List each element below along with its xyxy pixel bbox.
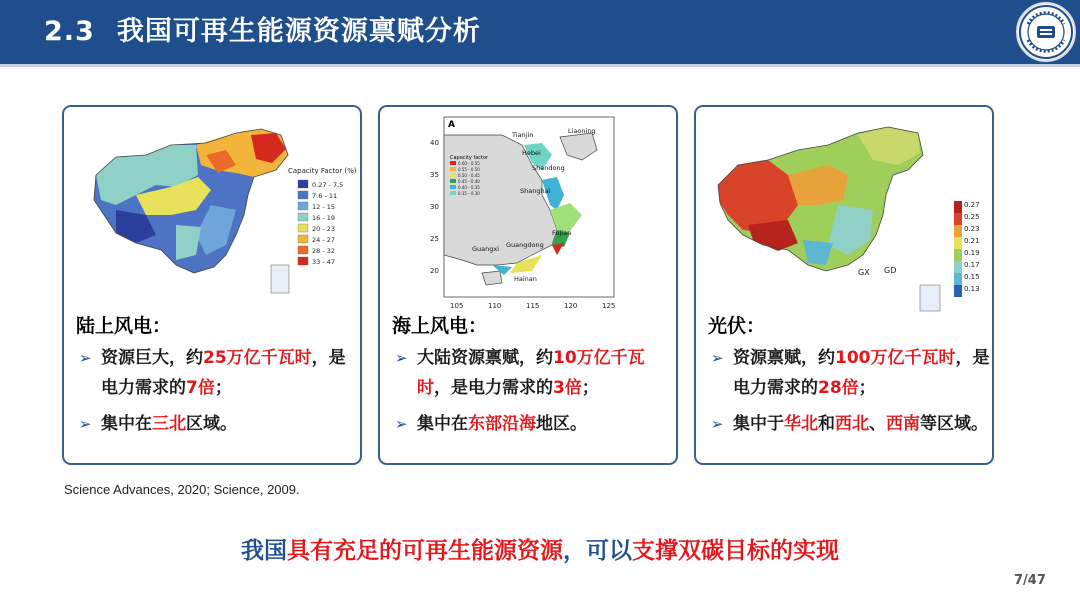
legend-label: 12 - 15 (312, 203, 336, 211)
colorbar-tick-label: 0.19 (964, 249, 980, 257)
solar-capacity-map (708, 115, 978, 311)
y-axis-ticks (430, 139, 439, 275)
legend-label: 0.27 - 7.5 (312, 181, 344, 189)
bullet-item: ➢ 集中在东部沿海地区。 (392, 409, 674, 439)
solar-pv-card (694, 105, 994, 465)
solar-colorbar (954, 201, 980, 297)
onshore-wind-bullets (76, 343, 358, 445)
solar-pv-bullets (708, 343, 990, 445)
legend-label: 16 - 19 (312, 214, 336, 222)
offshore-wind-bullets (392, 343, 674, 445)
header-divider (0, 64, 1080, 67)
slide-title (44, 12, 481, 52)
legend-swatch (450, 179, 456, 183)
place-label: Hainan (514, 275, 537, 283)
region-label-gd: GD (884, 266, 897, 275)
bullet-arrow-icon: ➢ (395, 415, 408, 433)
place-label: Liaoning (568, 127, 596, 135)
legend-swatch (450, 185, 456, 189)
y-tick-label: 20 (430, 267, 439, 275)
university-logo (1016, 2, 1076, 62)
slide-header (0, 0, 1080, 64)
colorbar-tick-label: 0.13 (964, 285, 980, 293)
capacity-legend (298, 180, 343, 266)
colorbar-segment (954, 285, 962, 297)
x-axis-ticks (450, 302, 615, 310)
page-number: 7/47 (1014, 573, 1046, 588)
y-tick-label: 30 (430, 203, 439, 211)
legend-swatch (298, 180, 308, 188)
legend-label: 33 - 47 (312, 258, 336, 266)
legend-swatch (298, 202, 308, 210)
section-number: 2.3 (44, 16, 95, 47)
legend-swatch (298, 235, 308, 243)
legend-label: 0.35 - 0.30 (458, 191, 480, 196)
legend-swatch (450, 173, 456, 177)
bullet-arrow-icon: ➢ (711, 415, 724, 433)
colorbar-tick-label: 0.21 (964, 237, 980, 245)
legend-swatch (298, 213, 308, 221)
card-heading: 陆上风电： (76, 315, 172, 337)
legend-label: 24 - 27 (312, 236, 336, 244)
legend-swatch (450, 161, 456, 165)
panel-label: A (448, 120, 455, 130)
legend-swatch (298, 224, 308, 232)
x-tick-label: 120 (564, 302, 578, 310)
bullet-arrow-icon: ➢ (711, 349, 724, 367)
onshore-wind-capacity-map (76, 115, 357, 311)
place-label: Guangdong (506, 241, 544, 249)
legend-title: Capacity Factor (%) (288, 167, 357, 175)
place-label: Shanghai (520, 187, 551, 195)
legend-label: 0.60 - 0.55 (458, 161, 480, 166)
bullet-item: ➢ 集中在三北区域。 (76, 409, 358, 439)
legend-label: 20 - 23 (312, 225, 336, 233)
citation: Science Advances, 2020; Science, 2009. (64, 482, 300, 497)
section-title: 我国可再生能源资源禀赋分析 (116, 16, 481, 47)
legend-swatch (298, 191, 308, 199)
colorbar-tick-label: 0.17 (964, 261, 980, 269)
legend-label: 28 - 32 (312, 247, 336, 255)
onshore-wind-card (62, 105, 362, 465)
card-heading: 海上风电： (392, 315, 488, 337)
place-label: Tianjin (512, 131, 534, 139)
colorbar-segment (954, 237, 962, 249)
bullet-arrow-icon: ➢ (79, 415, 92, 433)
y-tick-label: 40 (430, 139, 439, 147)
legend-label: 0.55 - 0.50 (458, 167, 480, 172)
colorbar-segment (954, 213, 962, 225)
bullet-arrow-icon: ➢ (395, 349, 408, 367)
legend-label: 0.45 - 0.40 (458, 179, 480, 184)
x-tick-label: 125 (602, 302, 616, 310)
bullet-item: ➢ 资源巨大，约25万亿千瓦时，是电力需求的7倍； (76, 343, 358, 403)
legend-title: Capacity factor (450, 155, 489, 161)
colorbar-tick-label: 0.27 (964, 201, 980, 209)
colorbar-segment (954, 273, 962, 285)
place-label: Fujian (552, 229, 572, 237)
place-label: Shandong (532, 164, 565, 172)
legend-label: 0.50 - 0.45 (458, 173, 480, 178)
region-label-gx: GX (858, 268, 870, 277)
x-tick-label: 105 (450, 302, 464, 310)
y-tick-label: 25 (430, 235, 439, 243)
legend-swatch (298, 257, 308, 265)
colorbar-segment (954, 249, 962, 261)
colorbar-segment (954, 225, 962, 237)
colorbar-segment (954, 201, 962, 213)
x-tick-label: 115 (526, 302, 540, 310)
place-label: Guangxi (472, 245, 500, 253)
colorbar-tick-label: 0.25 (964, 213, 980, 221)
bullet-item: ➢ 资源禀赋，约100万亿千瓦时，是电力需求的28倍； (708, 343, 990, 403)
offshore-wind-card (378, 105, 678, 465)
legend-swatch (450, 191, 456, 195)
legend-label: 7.6 - 11 (312, 192, 338, 200)
bullet-item: ➢ 集中于华北和西北、西南等区域。 (708, 409, 990, 439)
colorbar-tick-label: 0.23 (964, 225, 980, 233)
card-heading: 光伏： (708, 315, 766, 337)
bullet-arrow-icon: ➢ (79, 349, 92, 367)
legend-label: 0.40 - 0.35 (458, 185, 480, 190)
conclusion: 我国具有充足的可再生能源资源，可以支撑双碳目标的实现 (241, 538, 839, 564)
legend-swatch (450, 167, 456, 171)
colorbar-segment (954, 261, 962, 273)
place-label: Hebei (522, 149, 541, 157)
colorbar-tick-label: 0.15 (964, 273, 980, 281)
legend-swatch (298, 246, 308, 254)
x-tick-label: 110 (488, 302, 502, 310)
y-tick-label: 35 (430, 171, 439, 179)
bullet-item: ➢ 大陆资源禀赋，约10万亿千瓦时，是电力需求的3倍； (392, 343, 674, 403)
offshore-wind-capacity-map (392, 115, 662, 311)
